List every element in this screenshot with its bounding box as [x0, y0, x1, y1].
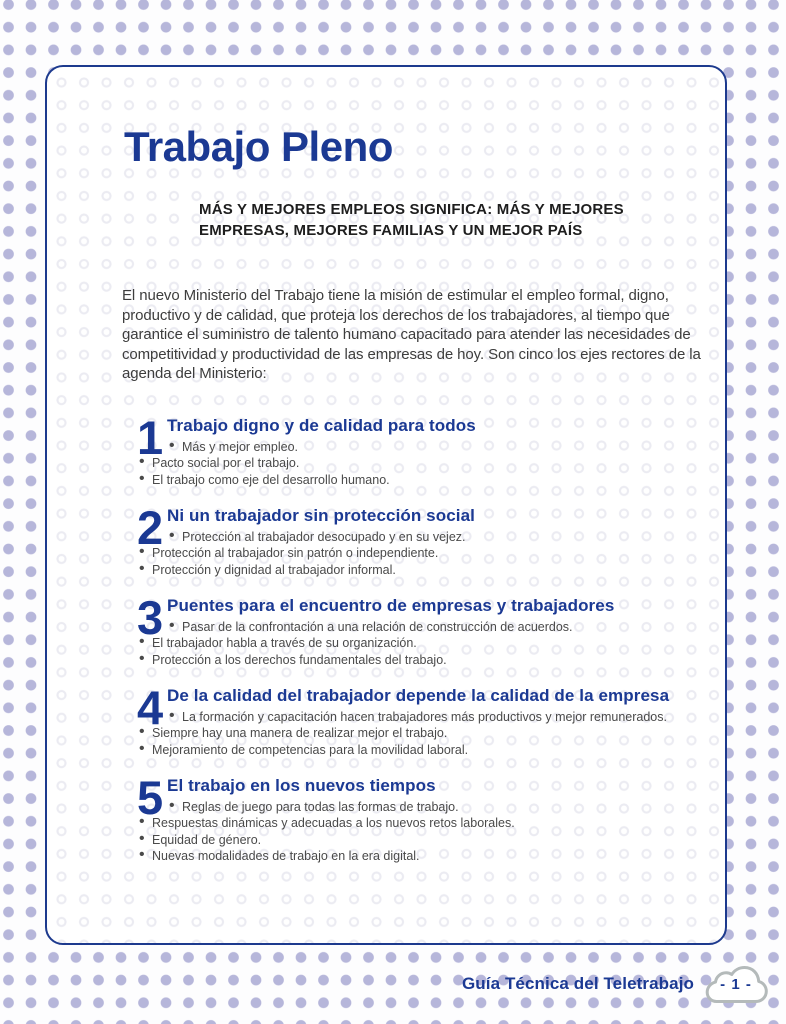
section-1 — [137, 410, 691, 506]
bullet-item: • Nuevas modalidades de trabajo en la era digital. — [139, 849, 691, 864]
bullet-item: • Pasar de la confrontación a una relación de construcción de acuerdos. — [169, 620, 691, 635]
bullet-item: • Protección y dignidad al trabajador informal. — [139, 563, 691, 578]
section-3-heading: Puentes para el encuentro de empresas y trabajadores — [167, 595, 615, 615]
bullet-item: • Protección al trabajador sin patrón o independiente. — [139, 546, 691, 561]
content-card — [45, 65, 727, 945]
section-2-number: 2 — [137, 500, 164, 554]
section-2 — [137, 500, 691, 596]
bullet-item: • Siempre hay una manera de realizar mejor el trabajo. — [139, 726, 691, 741]
section-5 — [137, 770, 691, 865]
bullet-item: • El trabajo como eje del desarrollo humano. — [139, 473, 691, 488]
page-number: - 1 - — [720, 976, 752, 993]
page-footer — [462, 960, 774, 1008]
section-3 — [137, 590, 691, 686]
bullet-item: • Equidad de género. — [139, 833, 691, 848]
section-1-number: 1 — [137, 410, 164, 464]
page-subtitle: MÁS Y MEJORES EMPLEOS SIGNIFICA: MÁS Y MEJORES EMPRESAS, MEJORES FAMILIAS Y UN MEJOR PAÍS — [199, 201, 624, 239]
card-inner — [47, 67, 725, 864]
footer-guide-title: Guía Técnica del Teletrabajo — [461, 974, 694, 993]
sections-list — [137, 410, 691, 865]
bullet-item: • Reglas de juego para todas las formas de trabajo. — [169, 800, 691, 815]
bullet-item: • Protección a los derechos fundamentales del trabajo. — [139, 653, 691, 668]
section-1-heading: Trabajo digno y de calidad para todos — [167, 415, 476, 435]
section-2-bullets — [139, 530, 691, 578]
bullet-item: • La formación y capacitación hacen trabajadores más productivos y mejor remunerados. — [169, 710, 691, 725]
bullet-item: • Mejoramiento de competencias para la movilidad laboral. — [139, 743, 691, 758]
page-number-cloud-badge — [698, 960, 774, 1008]
section-5-heading: El trabajo en los nuevos tiempos — [167, 775, 436, 795]
section-1-bullets — [139, 440, 691, 488]
section-5-bullets — [139, 800, 691, 865]
bullet-item: • Respuestas dinámicas y adecuadas a los nuevos retos laborales. — [139, 816, 691, 831]
bullet-item: • Protección al trabajador desocupado y en su vejez. — [169, 530, 691, 545]
bullet-item: • Más y mejor empleo. — [169, 440, 691, 455]
section-5-number: 5 — [137, 770, 164, 824]
section-4-number: 4 — [137, 680, 164, 734]
section-4-bullets — [139, 710, 691, 758]
section-4-heading: De la calidad del trabajador depende la calidad de la empresa — [167, 685, 670, 705]
page-title: Trabajo Pleno — [124, 123, 393, 170]
bullet-item: • El trabajador habla a través de su organización. — [139, 636, 691, 651]
intro-paragraph: El nuevo Ministerio del Trabajo tiene la misión de estimular el empleo formal, digno, productivo y de calidad, que proteja los derechos de los trabajadores, al tiempo que garantice el suministro de talento humano capacitado para atender las necesidades de competitividad y productividad de las empresas de hoy. Son cinco los ejes rectores de la agenda del Ministerio: — [122, 287, 701, 382]
bullet-item: • Pacto social por el trabajo. — [139, 456, 691, 471]
section-3-bullets — [139, 620, 691, 668]
section-3-number: 3 — [137, 590, 164, 644]
section-4 — [137, 680, 691, 776]
section-2-heading: Ni un trabajador sin protección social — [167, 505, 475, 525]
